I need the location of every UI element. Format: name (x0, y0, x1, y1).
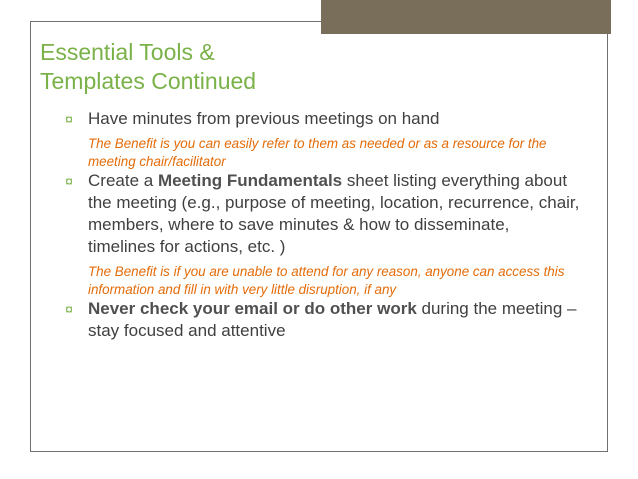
bullet-item (60, 298, 580, 342)
bullet-list (60, 108, 580, 342)
bullet-text (88, 108, 580, 130)
bullet-text-regular: Create a (88, 171, 158, 190)
bullet-benefit: The Benefit is if you are unable to attend for any reason, anyone can access this information and fill in with very little disruption, if any (88, 264, 565, 297)
bullet-marker-icon: ¤ (65, 301, 73, 317)
header-accent-bar (321, 0, 611, 34)
slide-title-line: Templates Continued (40, 68, 257, 94)
bullet-text-bold: Meeting Fundamentals (157, 171, 343, 190)
slide-title-line: Essential Tools & (40, 39, 215, 65)
bullet-text (88, 170, 580, 258)
bullet-text-regular: Have minutes from previous meetings on hand (88, 109, 440, 128)
bullet-item (60, 108, 580, 170)
bullet-text (88, 298, 580, 342)
bullet-marker-icon: ¤ (65, 173, 73, 189)
bullet-text-regular: during the meeting – stay focused and attentive (88, 299, 577, 340)
bullet-benefit: The Benefit is you can easily refer to them as needed or as a resource for the meeting chair/facilitator (88, 136, 547, 169)
bullet-marker-icon: ¤ (65, 111, 73, 127)
bullet-text-regular: sheet listing everything about the meeting (e.g., purpose of meeting, location, recurrence, chair, members, where to save minutes & how to disseminate, timelines for actions, etc. ) (88, 171, 580, 256)
bullet-item (60, 170, 580, 298)
slide-title (40, 38, 540, 96)
bullet-text-bold: Never check your email or do other work (88, 299, 417, 318)
